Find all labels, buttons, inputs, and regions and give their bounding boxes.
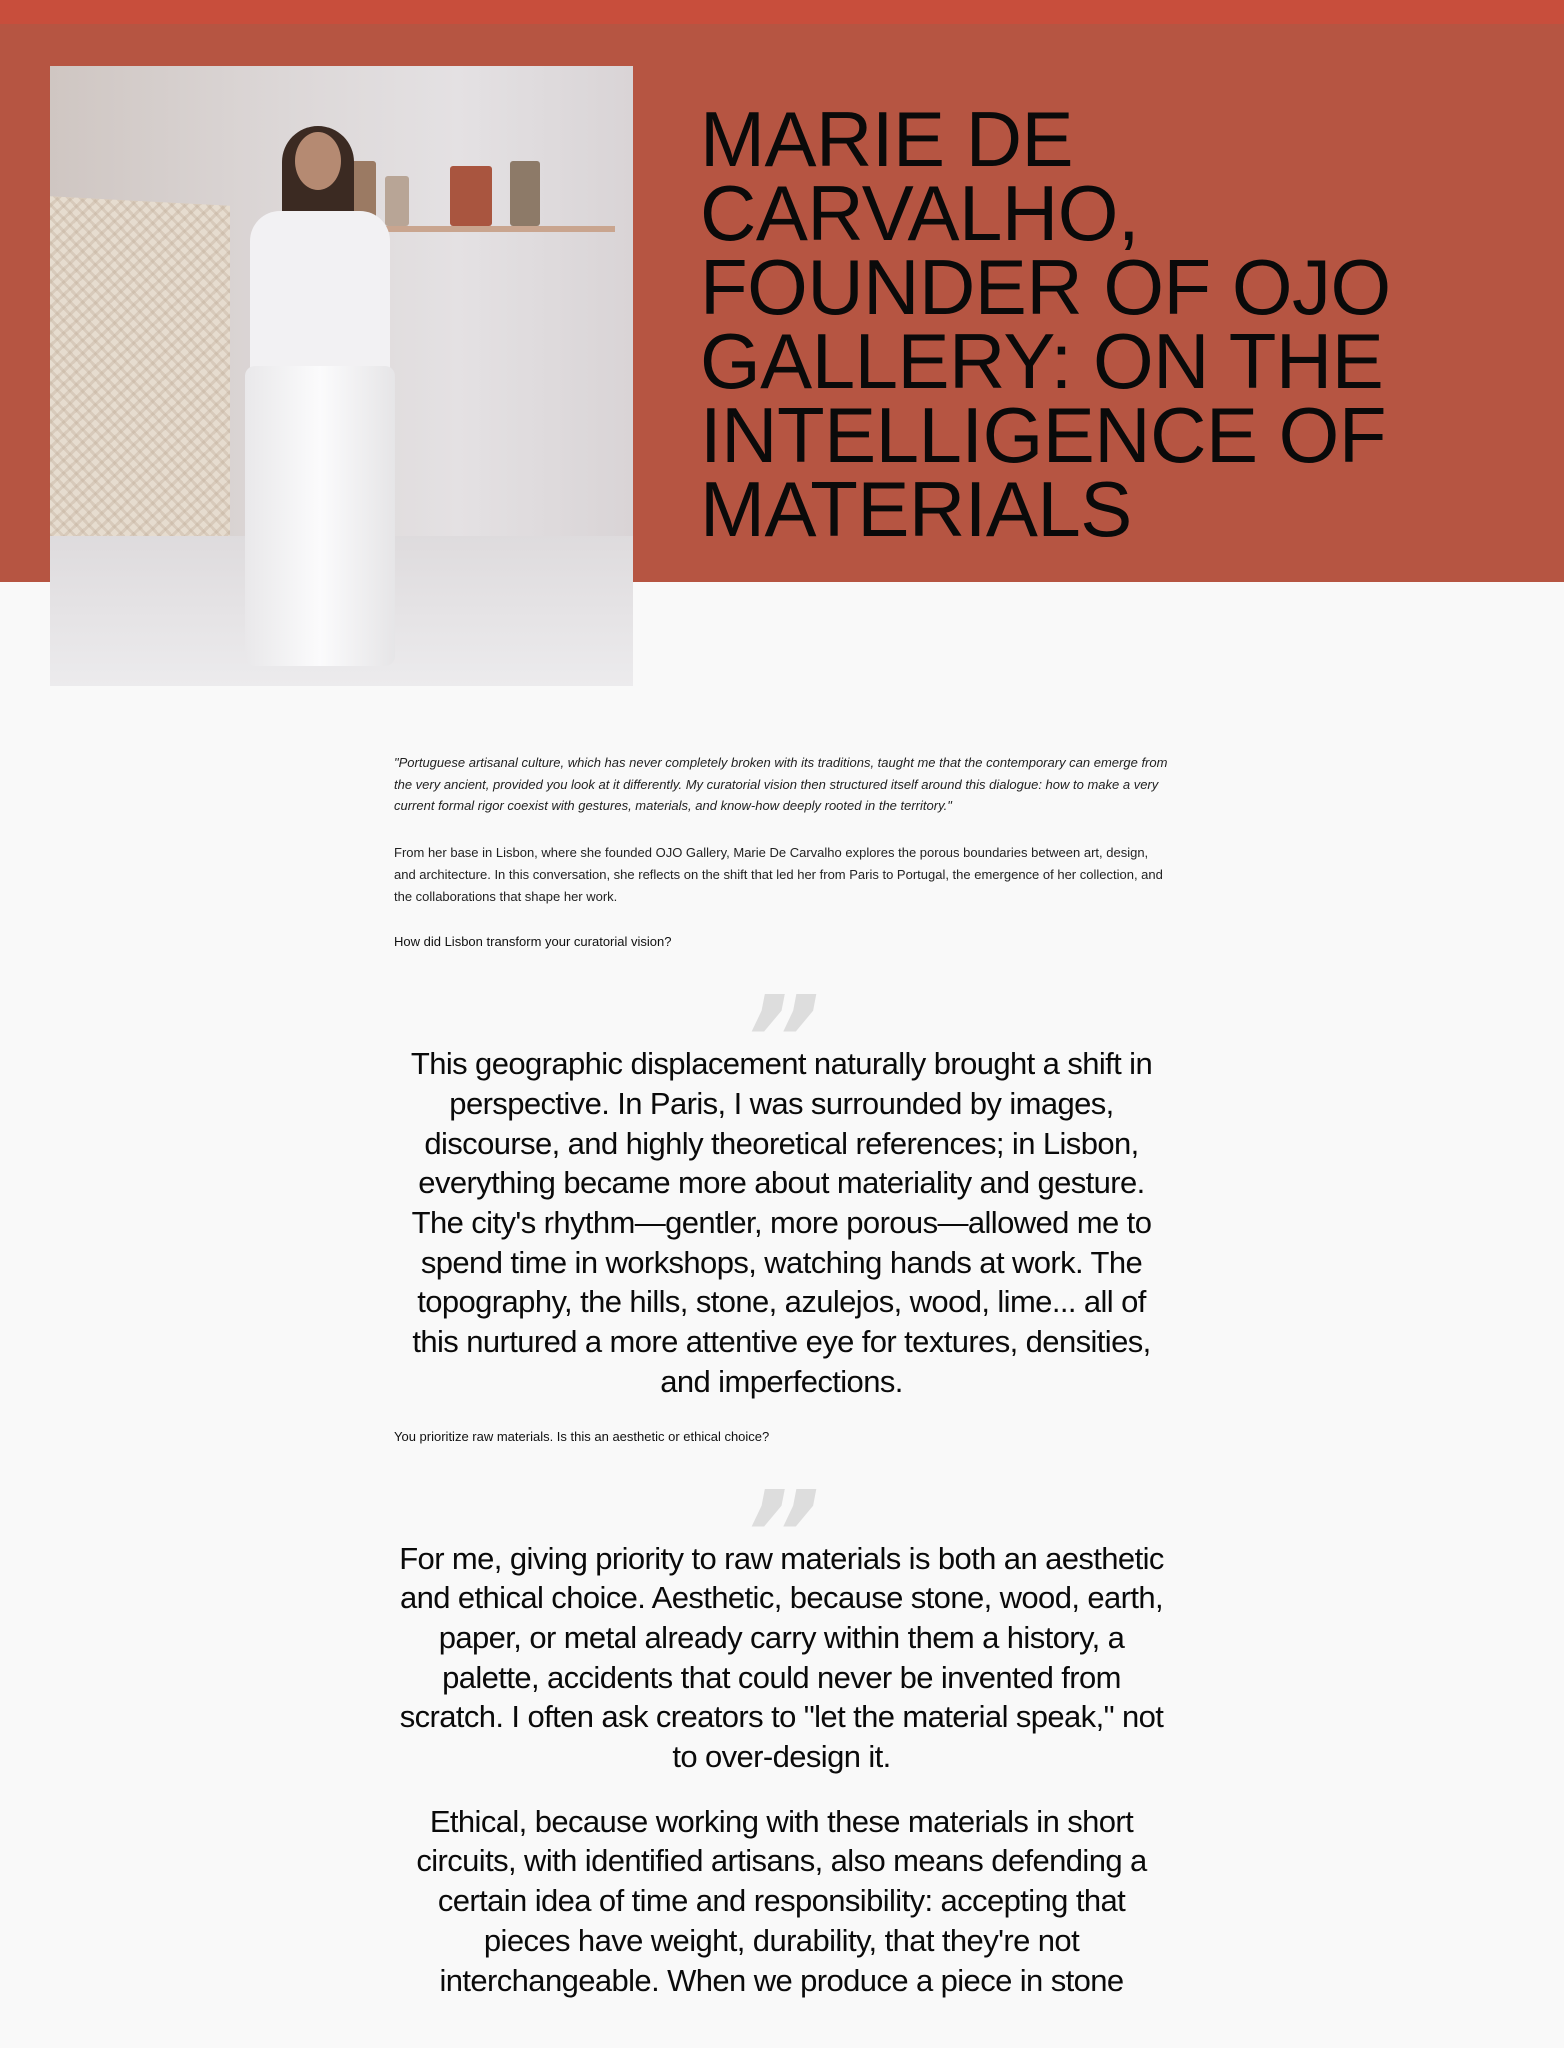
question-1: How did Lisbon transform your curatorial vision? [394, 934, 672, 950]
figure-head [295, 132, 341, 190]
sculpture-object [385, 176, 409, 226]
article-title: MARIE DE CARVALHO, FOUNDER OF OJO GALLERY: ON THE INTELLIGENCE OF MATERIALS [700, 95, 1391, 553]
figure-shirt [250, 211, 390, 391]
figure-trousers [245, 366, 395, 666]
intro-quote: "Portuguese artisanal culture, which has never completely broken with its traditions, taught me that the contemporary can emerge from the very ancient, provided you look at it differently. My curatorial vision then structured itself around this dialogue: how to make a very current formal rigor coexist with gestures, materials, and know-how deeply rooted in the territory." [394, 755, 1168, 814]
answer-2-paragraph-1: For me, giving priority to raw materials is both an aesthetic and ethical choice. Aesthetic, because stone, wood, earth, paper, or metal already carry within them a history, a palette, accidents that could never be invented from scratch. I often ask creators to "let the material speak," not to over-design it. [399, 1540, 1164, 1775]
answer-2-paragraph-2: Ethical, because working with these materials in short circuits, with identified artisans, also means defending a certain idea of time and responsibility: accepting that pieces have weight, durability, that they're not interchangeable. When we produce a piece in stone [416, 1803, 1147, 1998]
intro-paragraph: From her base in Lisbon, where she founded OJO Gallery, Marie De Carvalho explores the porous boundaries between art, design, and architecture. In this conversation, she reflects on the shift that led her from Paris to Portugal, the emergence of her collection, and the collaborations that shape her work. [394, 845, 1163, 904]
shelf [380, 226, 615, 232]
quote-mark-icon: ” [742, 1466, 821, 1606]
quote-mark-icon: ” [742, 972, 821, 1112]
top-accent-bar [0, 0, 1564, 24]
sculpture-object [450, 166, 492, 226]
answer-1: This geographic displacement naturally brought a shift in perspective. In Paris, I was surrounded by images, discourse, and highly theoretical references; in Lisbon, everything became more about materiality and gesture. The city's rhythm—gentler, more porous—allowed me to spend time in workshops, watching hands at work. The topography, the hills, stone, azulejos, wood, lime... all of this nurtured a more attentive eye for textures, densities, and imperfections. [410, 1046, 1153, 1399]
sculpture-object [510, 161, 540, 226]
question-2: You prioritize raw materials. Is this an aesthetic or ethical choice? [394, 1428, 770, 1444]
portrait-photo [50, 66, 633, 686]
article-body [394, 752, 1169, 2000]
